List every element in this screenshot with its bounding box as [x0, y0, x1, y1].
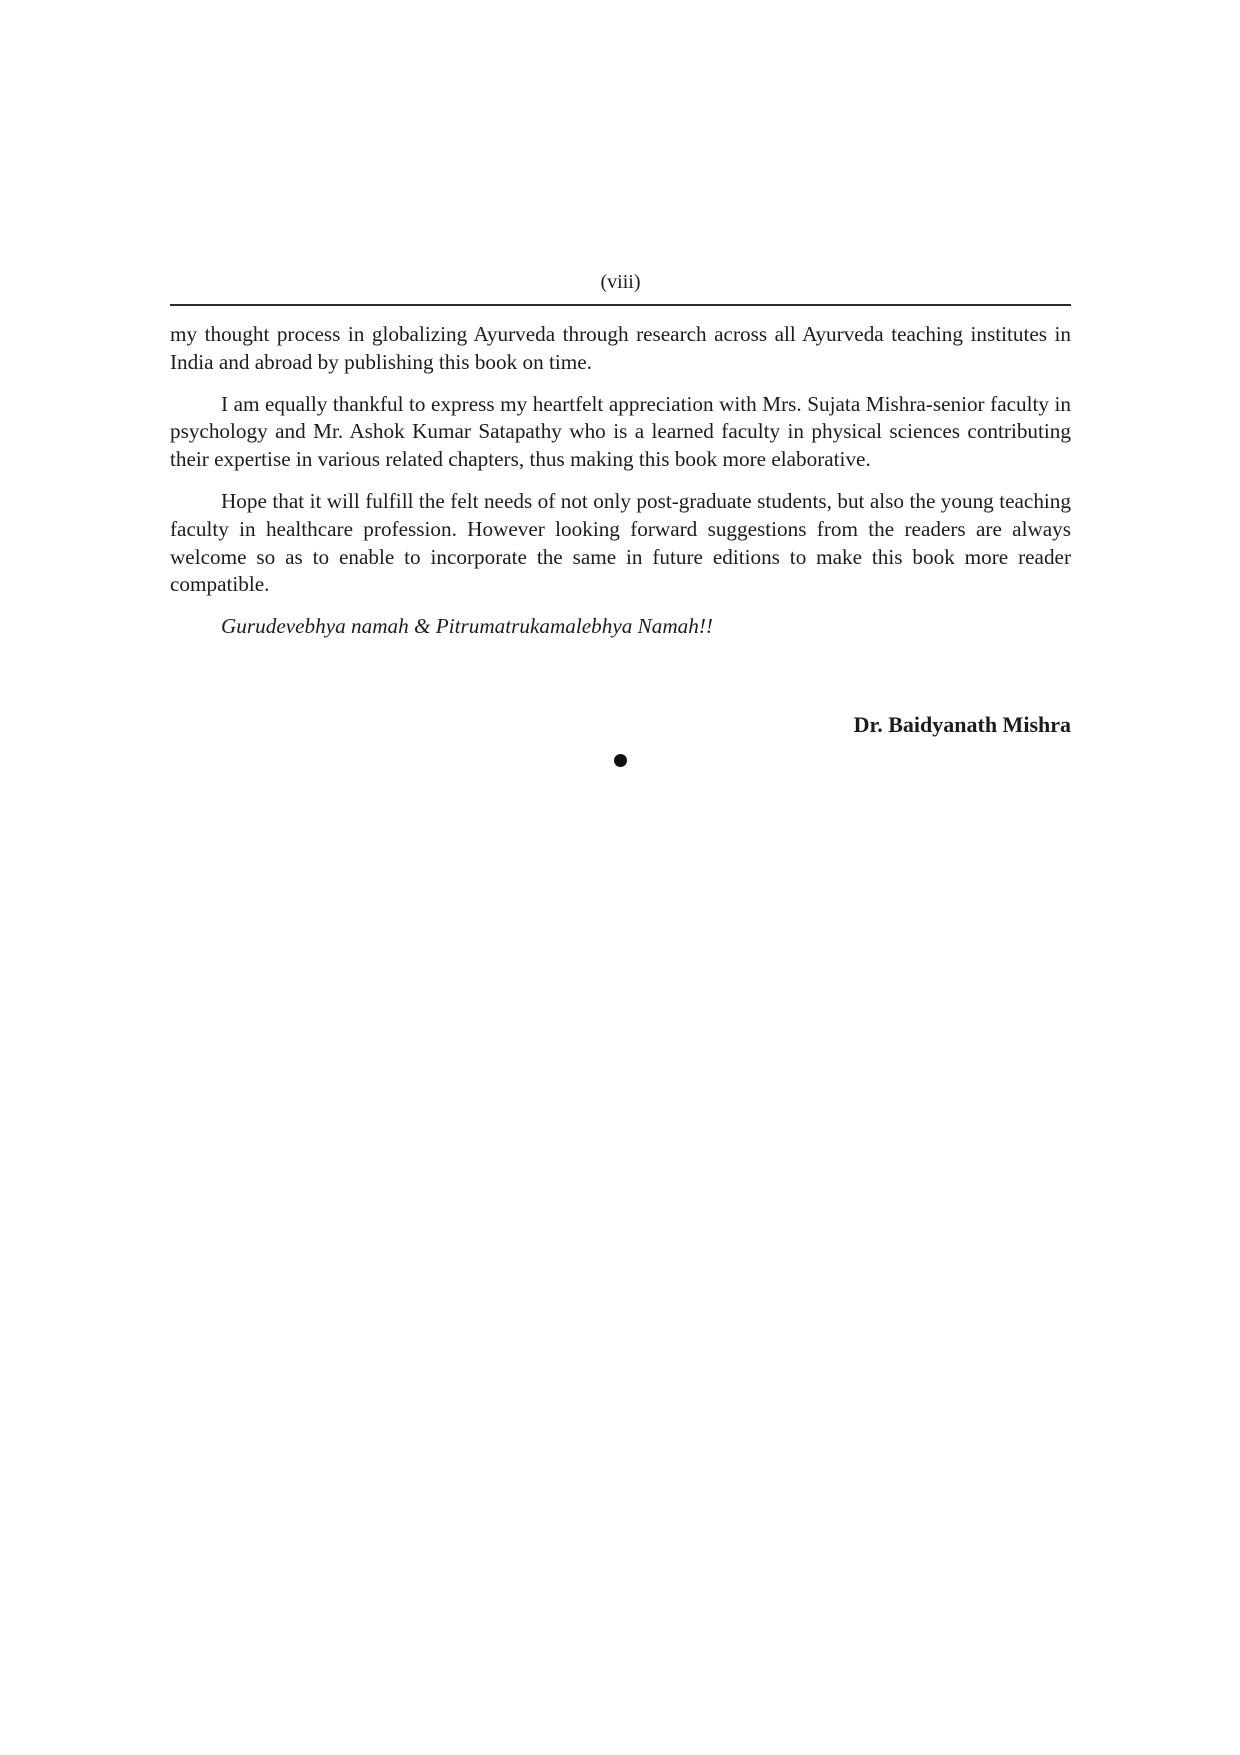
paragraph-hope: Hope that it will fulfill the felt needs of not only post-graduate students, but also the young teaching faculty in healthcare profession. However looking forward suggestions from the readers are always welcome so as to enable to incorporate the same in future editions to make this book more reader compatible. [170, 488, 1071, 597]
end-bullet-icon [614, 754, 627, 767]
author-signature: Dr. Baidyanath Mishra [853, 712, 1071, 737]
page-number: (viii) [600, 271, 641, 293]
paragraph-acknowledgement: I am equally thankful to express my heartfelt appreciation with Mrs. Sujata Mishra-senior faculty in psychology and Mr. Ashok Kumar Satapathy who is a learned faculty in physical sciences contributing their expertise in various related chapters, thus making this book more elaborative. [170, 391, 1071, 472]
header-rule [170, 304, 1071, 306]
body-text [170, 321, 1071, 655]
paragraph-continuation: my thought process in globalizing Ayurveda through research across all Ayurveda teaching institutes in India and abroad by publishing this book on time. [170, 322, 1071, 374]
motto: Gurudevebhya namah & Pitrumatrukamalebhya Namah!! [221, 614, 713, 639]
